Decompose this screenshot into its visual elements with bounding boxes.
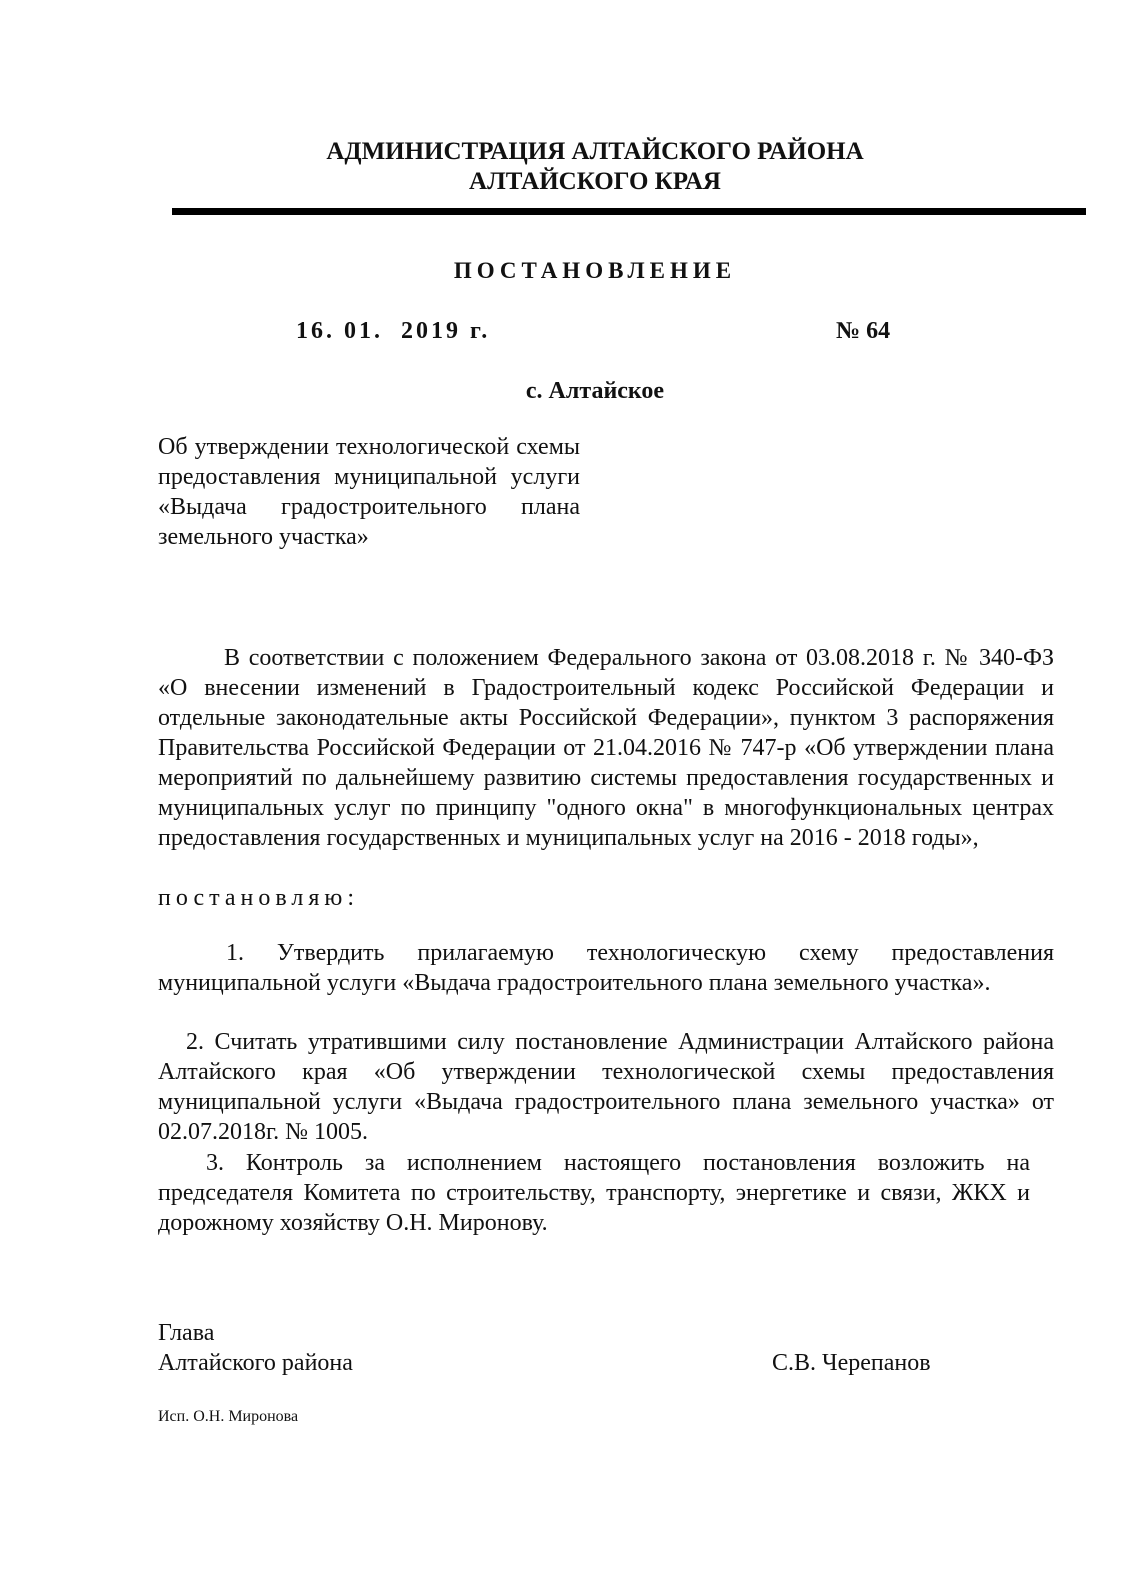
list-item: 3. Контроль за исполнением настоящего постановления возложить на председателя Комитета по строительству, транспорту, энергетике и связи, ЖКХ и дорожному хозяйству О.Н. Миронову. — [158, 1150, 1030, 1236]
header-divider — [172, 208, 1086, 215]
document-type-title: ПОСТАНОВЛЕНИЕ — [453, 258, 737, 283]
organization-name-line-1: АДМИНИСТРАЦИЯ АЛТАЙСКОГО РАЙОНА — [326, 138, 864, 165]
executor-note: Исп. О.Н. Миронова — [158, 1408, 299, 1425]
document-subject: Об утверждении технологической схемы предоставления муниципальной услуги «Выдача градостроительного плана земельного участка» — [158, 434, 580, 550]
list-item: 1. Утвердить прилагаемую технологическую схему предоставления муниципальной услуги «Выдача градостроительного плана земельного участка». — [158, 940, 1054, 996]
signatory-name: С.В. Черепанов — [772, 1350, 931, 1376]
preamble-text: В соответствии с положением Федерального закона от 03.08.2018 г. № 340-ФЗ «О внесении изменений в Градостроительный кодекс Российской Федерации и отдельные законодательные акты Российской Федерации», пунктом 3 распоряжения Правительства Российской Федерации от 21.04.2016 № 747-р «Об утверждении плана мероприятий по дальнейшему развитию системы предоставления государственных и муниципальных услуг по принципу "одного окна" в многофункциональных центрах предоставления государственных и муниципальных услуг на 2016 - 2018 годы», — [158, 645, 1054, 851]
preamble-paragraph — [158, 643, 1054, 853]
document-place: с. Алтайское — [525, 378, 665, 404]
signatory-title — [158, 1318, 353, 1378]
resolve-word: постановляю: — [158, 885, 359, 911]
signatory-title-line-2: Алтайского района — [158, 1350, 353, 1376]
list-item: 2. Считать утратившими силу постановление Администрации Алтайского района Алтайского края «Об утверждении технологической схемы предоставления муниципальной услуги «Выдача градостроительного плана земельного участка» от 02.07.2018г. № 1005. — [158, 1029, 1054, 1145]
signatory-title-line-1: Глава — [158, 1320, 215, 1346]
document-number: № 64 — [836, 318, 891, 344]
organization-name-line-2: АЛТАЙСКОГО КРАЯ — [469, 168, 721, 195]
document-date: 16. 01. 2019 г. — [296, 318, 491, 344]
